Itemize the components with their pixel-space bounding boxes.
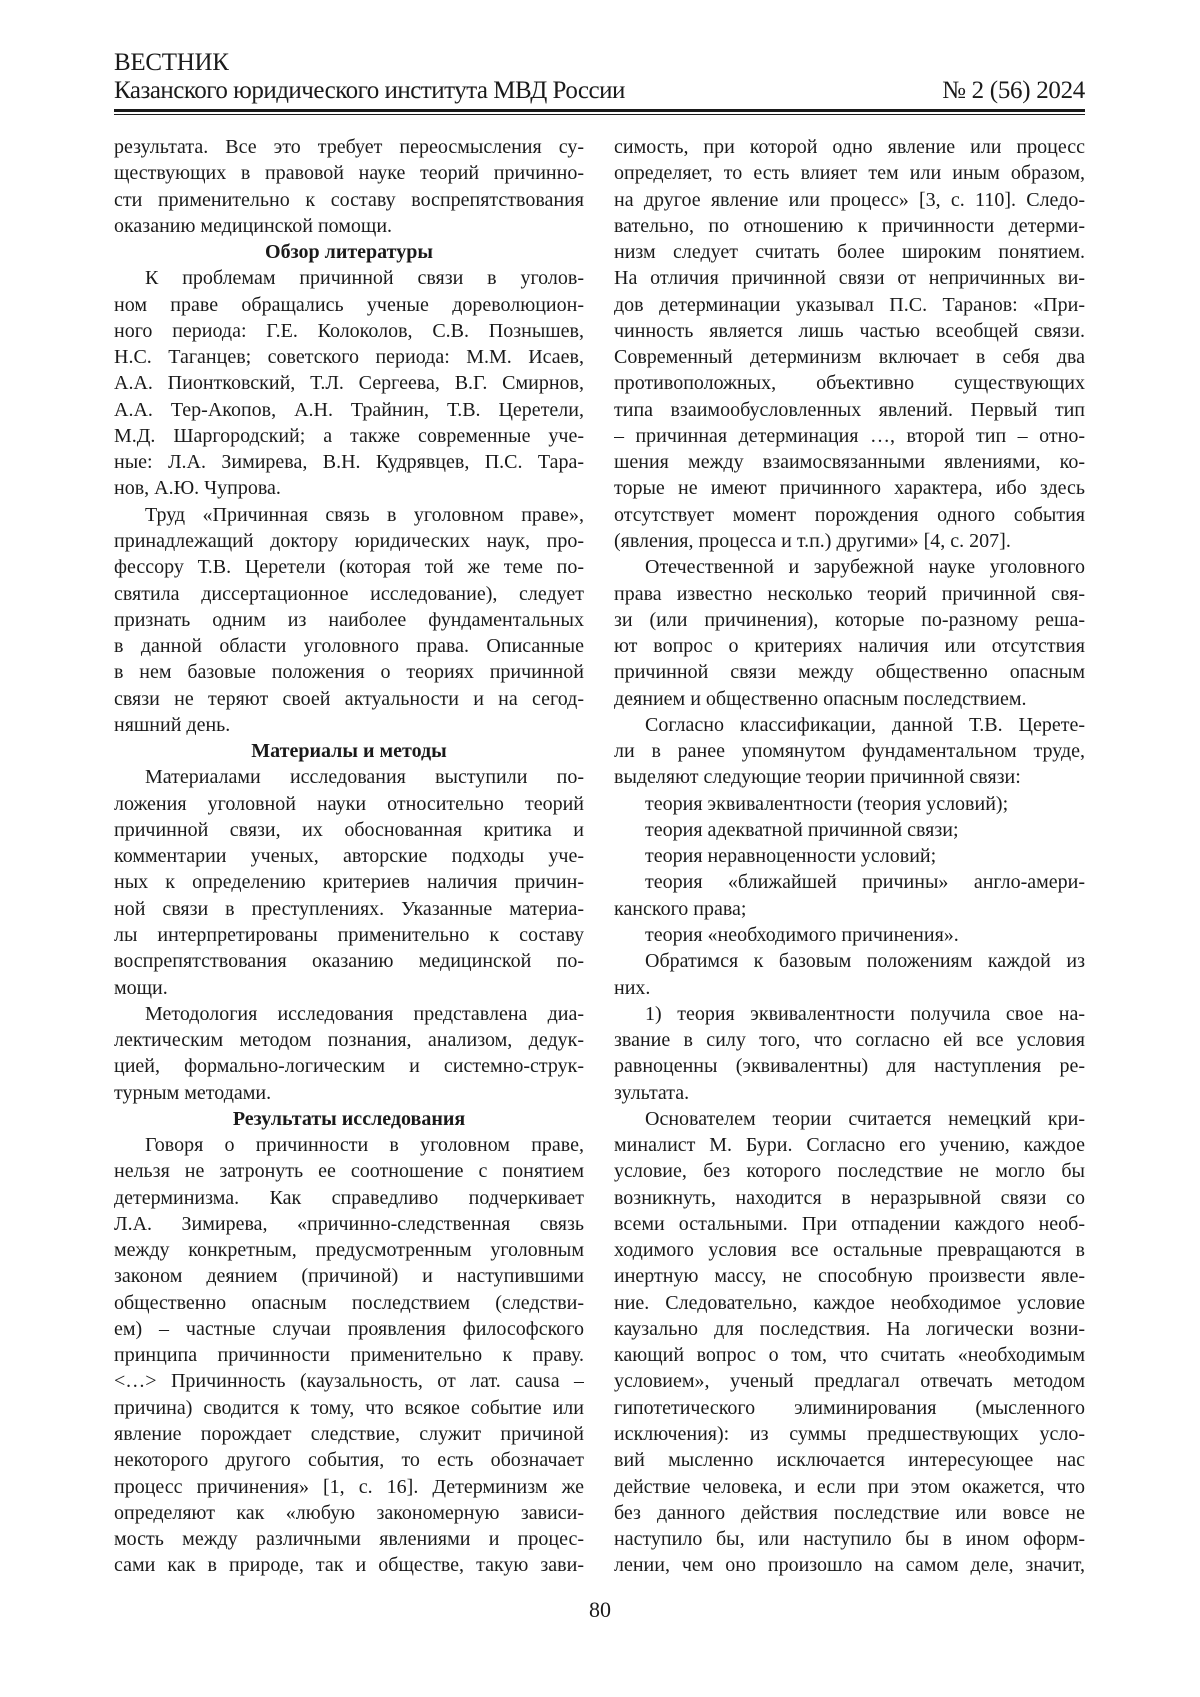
text-line: лектическим методом познания, анализом, дедук-	[114, 1027, 584, 1053]
text-line: Отечественной и зарубежной науке уголовного	[614, 554, 1085, 580]
paragraph	[114, 1001, 584, 1106]
text-line: низм следует считать более широким понятием.	[614, 239, 1085, 265]
text-line: противоположных, объективно существующих	[614, 370, 1085, 396]
paragraph	[614, 712, 1085, 791]
text-line: ние. Следовательно, каждое необходимое условие	[614, 1290, 1085, 1316]
text-line: вательно, по отношению к причинности детерми-	[614, 213, 1085, 239]
text-line: на другое явление или процесс» [3, с. 110]. Следо-	[614, 187, 1085, 213]
text-line: няшний день.	[114, 712, 584, 738]
paragraph	[114, 764, 584, 1000]
header-divider-thick	[114, 109, 1085, 112]
text-line: Основателем теории считается немецкий кри-	[614, 1106, 1085, 1132]
text-line: наступило бы, или наступило бы в ином оформ-	[614, 1526, 1085, 1552]
text-line: фессору Т.В. Церетели (которая той же теме по-	[114, 554, 584, 580]
page-number: 80	[0, 1597, 1200, 1623]
text-line: ют вопрос о критериях наличия или отсутствия	[614, 633, 1085, 659]
text-line: нельзя не затронуть ее соотношение с понятием	[114, 1158, 584, 1184]
text-line: действие человека, и если при этом окажется, что	[614, 1474, 1085, 1500]
text-line: теория адекватной причинной связи;	[614, 817, 1085, 843]
text-line: Согласно классификации, данной Т.В. Церете-	[614, 712, 1085, 738]
text-line: некоторого другого события, то есть обозначает	[114, 1447, 584, 1473]
paragraph	[614, 134, 1085, 554]
paragraph	[614, 948, 1085, 1001]
text-line: определяют как «любую закономерную зависи-	[114, 1500, 584, 1526]
text-line: результата. Все это требует переосмысления су-	[114, 134, 584, 160]
text-line: <…> Причинность (каузальность, от лат. causa –	[114, 1368, 584, 1394]
text-line: зи (или причинения), которые по-разному реша-	[614, 607, 1085, 633]
text-line: условием», ученый предлагал отвечать методом	[614, 1368, 1085, 1394]
text-line: миналист М. Бури. Согласно его учению, каждое	[614, 1132, 1085, 1158]
text-line: принципа причинности применительно к праву.	[114, 1342, 584, 1368]
text-line: в данной области уголовного права. Описанные	[114, 633, 584, 659]
text-line: К проблемам причинной связи в уголов-	[114, 265, 584, 291]
text-line: между конкретным, предусмотренным уголовным	[114, 1237, 584, 1263]
text-line: типа взаимообусловленных явлений. Первый тип	[614, 397, 1085, 423]
journal-title: ВЕСТНИК	[114, 49, 229, 77]
paragraph	[614, 1106, 1085, 1579]
text-line: Материалами исследования выступили по-	[114, 764, 584, 790]
text-line: причинной связи, их обоснованная критика и	[114, 817, 584, 843]
section-heading: Материалы и методы	[114, 738, 584, 764]
text-line: процесс причинения» [1, с. 16]. Детерминизм же	[114, 1474, 584, 1500]
text-line: святила диссертационное исследование), следует	[114, 581, 584, 607]
text-line: оказанию медицинской помощи.	[114, 213, 584, 239]
text-line: шения между взаимосвязанными явлениями, ко-	[614, 449, 1085, 475]
text-line: равноценны (эквивалентны) для наступления ре-	[614, 1053, 1085, 1079]
paragraph	[614, 1001, 1085, 1106]
text-line: 1) теория эквивалентности получила свое на-	[614, 1001, 1085, 1027]
paragraph	[614, 869, 1085, 922]
text-line: без данного действия последствие или вовсе не	[614, 1500, 1085, 1526]
text-line: Обратимся к базовым положениям каждой из	[614, 948, 1085, 974]
text-line: них.	[614, 975, 1085, 1001]
text-line: чинность является лишь частью всеобщей связи.	[614, 318, 1085, 344]
text-line: мощи.	[114, 975, 584, 1001]
section-heading: Результаты исследования	[114, 1106, 584, 1132]
text-line: Говоря о причинности в уголовном праве,	[114, 1132, 584, 1158]
text-line: явление порождает следствие, служит причиной	[114, 1421, 584, 1447]
text-line: канского права;	[614, 896, 1085, 922]
text-line: Н.С. Таганцев; советского периода: М.М. Исаев,	[114, 344, 584, 370]
text-line: ли в ранее упомянутом фундаментальном труде,	[614, 738, 1085, 764]
text-line: лении, чем оно произошло на самом деле, значит,	[614, 1552, 1085, 1578]
text-line: сами как в природе, так и обществе, такую зави-	[114, 1552, 584, 1578]
paragraph	[614, 843, 1085, 869]
text-line: звание в силу того, что согласно ей все условия	[614, 1027, 1085, 1053]
text-line: теория «необходимого причинения».	[614, 922, 1085, 948]
text-line: зультата.	[614, 1080, 1085, 1106]
text-line: нов, А.Ю. Чупрова.	[114, 475, 584, 501]
section-heading: Обзор литературы	[114, 239, 584, 265]
text-line: дов детерминации указывал П.С. Таранов: «При-	[614, 292, 1085, 318]
text-line: лы интерпретированы применительно к составу	[114, 922, 584, 948]
text-line: законом деянием (причиной) и наступившими	[114, 1263, 584, 1289]
text-line: общественно опасным последствием (следстви-	[114, 1290, 584, 1316]
text-line: турным методами.	[114, 1080, 584, 1106]
text-line: торые не имеют причинного характера, ибо здесь	[614, 475, 1085, 501]
text-line: возникнуть, находится в неразрывной связи со	[614, 1185, 1085, 1211]
paragraph	[114, 265, 584, 501]
text-line: ного периода: Г.Е. Колоколов, С.В. Познышев,	[114, 318, 584, 344]
header-divider-thin	[114, 114, 1085, 115]
paragraph	[614, 922, 1085, 948]
text-column-right	[614, 134, 1085, 1579]
text-line: всеми остальными. При отпадении каждого необ-	[614, 1211, 1085, 1237]
text-line: симость, при которой одно явление или процесс	[614, 134, 1085, 160]
text-line: Л.А. Зимирева, «причинно-следственная связь	[114, 1211, 584, 1237]
text-line: На отличия причинной связи от непричинных ви-	[614, 265, 1085, 291]
text-line: А.А. Тер-Акопов, А.Н. Трайнин, Т.В. Церетели,	[114, 397, 584, 423]
text-line: причинной связи между общественно опасным	[614, 659, 1085, 685]
text-line: теория «ближайшей причины» англо-амери-	[614, 869, 1085, 895]
text-line: условие, без которого последствие не могло бы	[614, 1158, 1085, 1184]
text-line: деянием и общественно опасным последствием.	[614, 686, 1085, 712]
text-line: мость между различными явлениями и процес-	[114, 1526, 584, 1552]
text-line: А.А. Пионтковский, Т.Л. Сергеева, В.Г. Смирнов,	[114, 370, 584, 396]
text-line: теория эквивалентности (теория условий);	[614, 791, 1085, 817]
text-line: инертную массу, не способную произвести явле-	[614, 1263, 1085, 1289]
text-line: Труд «Причинная связь в уголовном праве»,	[114, 502, 584, 528]
paragraph	[614, 817, 1085, 843]
text-line: кающий вопрос о том, что считать «необходимым	[614, 1342, 1085, 1368]
text-line: ные: Л.А. Зимирева, В.Н. Кудрявцев, П.С. Тара-	[114, 449, 584, 475]
text-line: каузально для последствия. На логически возни-	[614, 1316, 1085, 1342]
text-line: связи не теряют своей актуальности и на сегод-	[114, 686, 584, 712]
text-line: воспрепятствования оказанию медицинской по-	[114, 948, 584, 974]
text-line: выделяют следующие теории причинной связи:	[614, 764, 1085, 790]
text-line: ем) – частные случаи проявления философского	[114, 1316, 584, 1342]
text-line: причина) сводится к тому, что всякое событие или	[114, 1395, 584, 1421]
text-line: цией, формально-логическим и системно-струк-	[114, 1053, 584, 1079]
text-line: Современный детерминизм включает в себя два	[614, 344, 1085, 370]
text-line: признать одним из наиболее фундаментальных	[114, 607, 584, 633]
text-column-left	[114, 134, 584, 1579]
text-line: исключения): из суммы предшествующих усло-	[614, 1421, 1085, 1447]
paragraph	[114, 134, 584, 239]
text-line: отсутствует момент порождения одного события	[614, 502, 1085, 528]
paragraph	[114, 1132, 584, 1579]
text-line: гипотетического элиминирования (мысленного	[614, 1395, 1085, 1421]
text-line: сти применительно к составу воспрепятствования	[114, 187, 584, 213]
text-line: в нем базовые положения о теориях причинной	[114, 659, 584, 685]
issue-number: № 2 (56) 2024	[942, 77, 1085, 105]
text-line: вий мысленно исключается интересующее нас	[614, 1447, 1085, 1473]
journal-subtitle: Казанского юридического института МВД России	[114, 77, 625, 105]
text-line: детерминизма. Как справедливо подчеркивает	[114, 1185, 584, 1211]
text-line: (явления, процесса и т.п.) другими» [4, с. 207].	[614, 528, 1085, 554]
paragraph	[614, 554, 1085, 712]
text-line: – причинная детерминация …, второй тип – отно-	[614, 423, 1085, 449]
text-line: ходимого условия все остальные превращаются в	[614, 1237, 1085, 1263]
text-line: Методология исследования представлена диа-	[114, 1001, 584, 1027]
text-line: ной связи в преступлениях. Указанные материа-	[114, 896, 584, 922]
text-line: права известно несколько теорий причинной свя-	[614, 581, 1085, 607]
text-line: теория неравноценности условий;	[614, 843, 1085, 869]
paragraph	[614, 791, 1085, 817]
paragraph	[114, 502, 584, 738]
text-line: определяет, то есть влияет тем или иным образом,	[614, 160, 1085, 186]
text-line: принадлежащий доктору юридических наук, про-	[114, 528, 584, 554]
text-line: ществующих в правовой науке теорий причинно-	[114, 160, 584, 186]
text-line: ложения уголовной науки относительно теорий	[114, 791, 584, 817]
text-line: ном праве обращались ученые дореволюцион-	[114, 292, 584, 318]
text-line: ных к определению критериев наличия причин-	[114, 869, 584, 895]
text-line: комментарии ученых, авторские подходы уче-	[114, 843, 584, 869]
text-line: М.Д. Шаргородский; а также современные уче-	[114, 423, 584, 449]
